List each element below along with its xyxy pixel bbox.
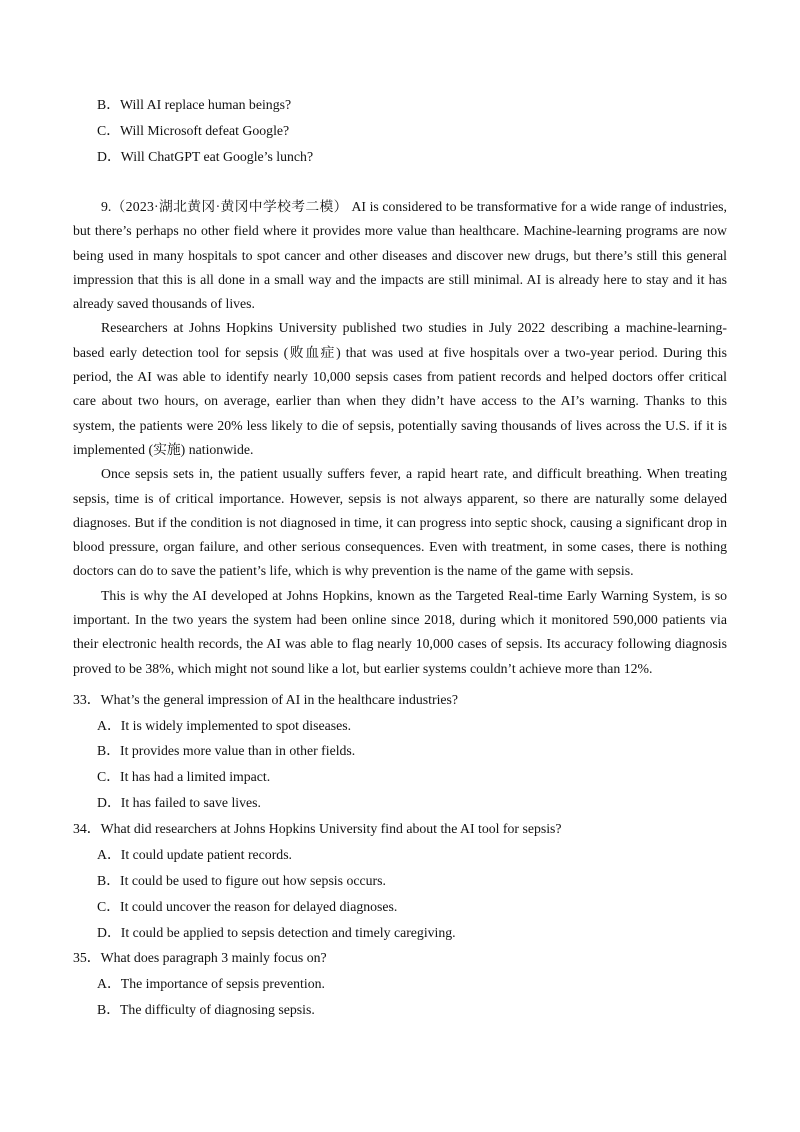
question-35-option-b: B．The difficulty of diagnosing sepsis. bbox=[97, 1002, 315, 1017]
question-34-option-a: A．It could update patient records. bbox=[97, 847, 293, 862]
passage-paragraph-1 bbox=[73, 195, 727, 316]
passage-paragraph-2: Researchers at Johns Hopkins University published two studies in July 2022 describing a machine-learning-based early detection tool for sepsis (败血症) that was used at five hospitals over a two-year period. During this period, the AI was able to identify nearly 10,000 sepsis cases from patient records and helped doctors offer critical care about two hours, on average, earlier than when they didn’t have access to the AI’s warning. Thanks to this system, the patients were 20% less likely to die of sepsis, potentially saving thousands of lives across the U.S. if it is implemented (实施) nationwide. bbox=[73, 320, 727, 457]
passage-number: 9. bbox=[101, 199, 112, 214]
prev-option-b: B．Will AI replace human beings? bbox=[97, 97, 292, 112]
question-35-option-a: A．The importance of sepsis prevention. bbox=[97, 976, 325, 991]
prev-option-d: D．Will ChatGPT eat Google’s lunch? bbox=[97, 149, 314, 164]
question-33-option-a: A．It is widely implemented to spot diseases. bbox=[97, 718, 352, 733]
question-34-option-d: D．It could be applied to sepsis detection and timely caregiving. bbox=[97, 925, 456, 940]
question-35-stem: 35．What does paragraph 3 mainly focus on? bbox=[73, 950, 327, 965]
reading-passage bbox=[73, 195, 727, 681]
question-34-option-c: C．It could uncover the reason for delayed diagnoses. bbox=[97, 899, 398, 914]
question-33-stem: 33．What’s the general impression of AI in the healthcare industries? bbox=[73, 692, 459, 707]
prev-option-c: C．Will Microsoft defeat Google? bbox=[97, 123, 290, 138]
passage-source: （2023·湖北黄冈·黄冈中学校考二模） bbox=[111, 199, 348, 214]
passage-paragraph-1-text: AI is considered to be transformative for a wide range of industries, but there’s perhaps no other field where it provides more value than healthcare. Machine-learning programs are now being used in many hospitals to spot cancer and other diseases and discover new drugs, but there’s still this general impression that this is all done in a small way and the impacts are still minimal. AI is already here to stay and it has already saved thousands of lives. bbox=[73, 199, 727, 312]
question-34-option-b: B．It could be used to figure out how sepsis occurs. bbox=[97, 873, 386, 888]
passage-paragraph-4: This is why the AI developed at Johns Hopkins, known as the Targeted Real-time Early Warning System, is so important. In the two years the system had been online since 2018, during which it monitored 590,000 patients via their electronic health records, the AI was able to flag nearly 10,000 cases of sepsis. Its accuracy following diagnosis proved to be 38%, which might not sound like a lot, but earlier systems couldn’t achieve more than 12%. bbox=[73, 587, 727, 676]
passage-paragraph-3: Once sepsis sets in, the patient usually suffers fever, a rapid heart rate, and difficult breathing. When treating sepsis, time is of critical importance. However, sepsis is not always apparent, so there are naturally some delayed diagnoses. But if the condition is not diagnosed in time, it can progress into septic shock, causing a significant drop in blood pressure, organ failure, and other serious consequences. Even with treatment, in some cases, there is nothing doctors can do to save the patient’s life, which is why prevention is the name of the game with sepsis. bbox=[73, 466, 727, 579]
question-33-option-d: D．It has failed to save lives. bbox=[97, 795, 261, 810]
question-34-stem: 34．What did researchers at Johns Hopkins University find about the AI tool for sepsis? bbox=[73, 821, 562, 836]
question-33-option-b: B．It provides more value than in other fields. bbox=[97, 743, 356, 758]
question-33-option-c: C．It has had a limited impact. bbox=[97, 769, 271, 784]
